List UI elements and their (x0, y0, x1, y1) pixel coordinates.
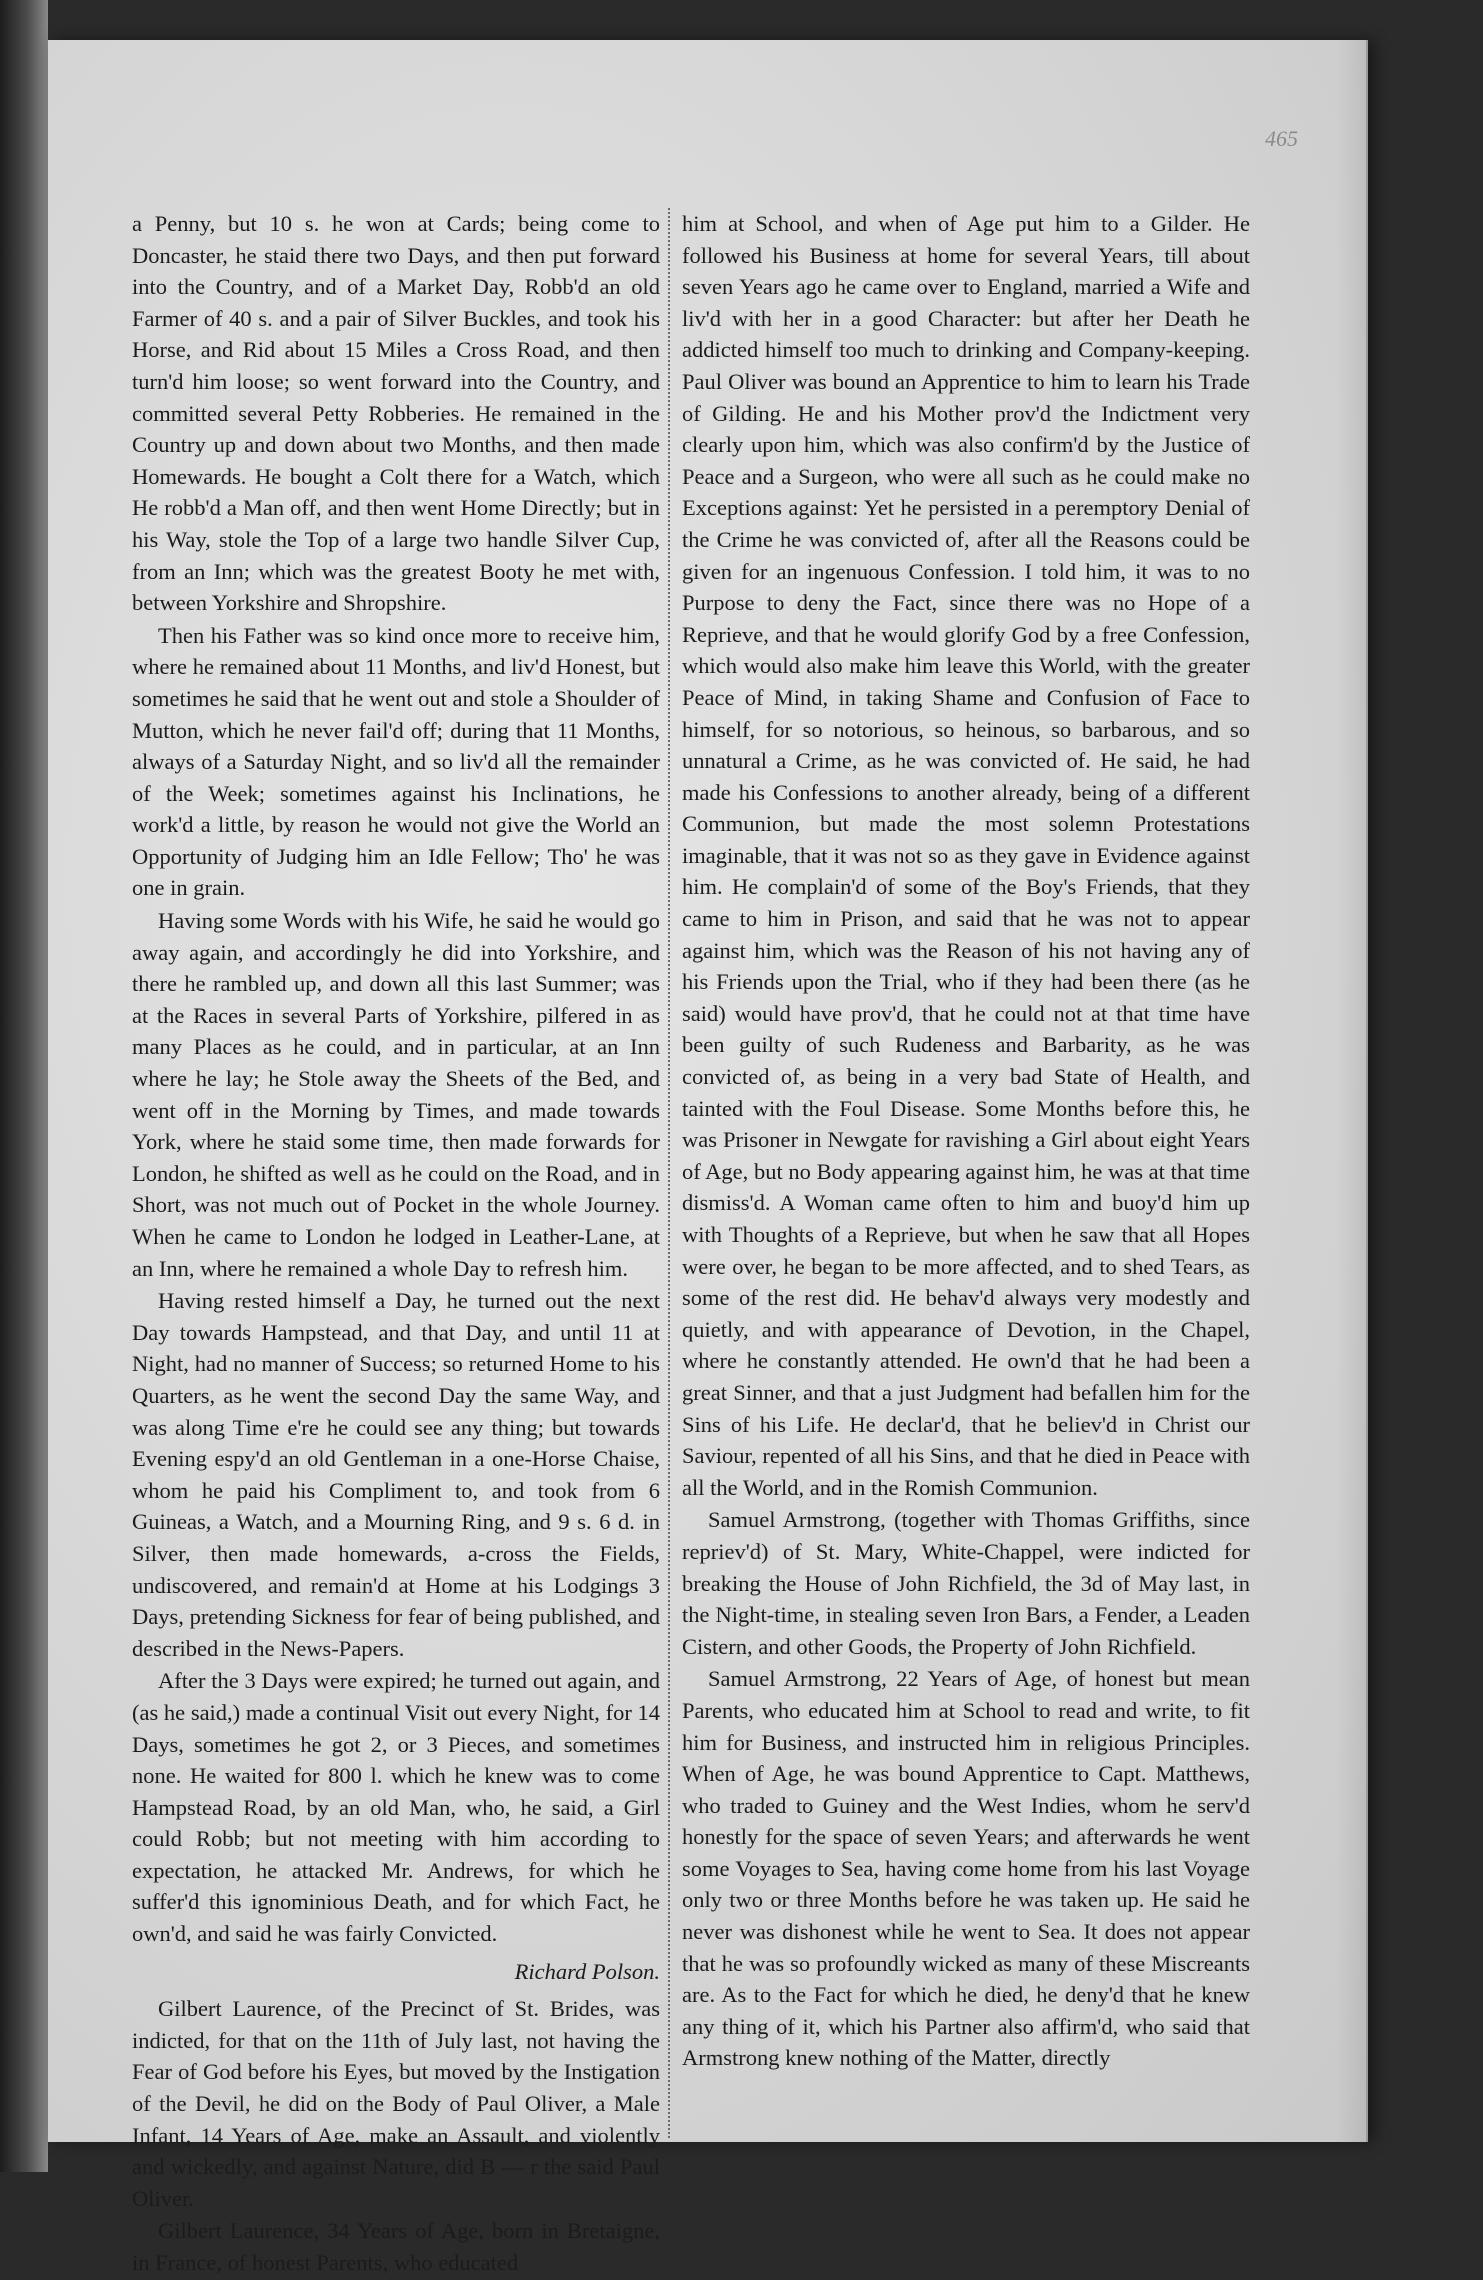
paragraph: Samuel Armstrong, (together with Thomas Griffiths, since repriev'd) of St. Mary, White-Chappel, were indicted for breaking the House of John Richfield, the 3d of May last, in the Night-time, in stealing seven Iron Bars, a Fender, a Leaden Cistern, and other Goods, the Property of John Richfield. (682, 1507, 1250, 1659)
column-divider (668, 208, 670, 2138)
paragraph: a Penny, but 10 s. he won at Cards; being come to Doncaster, he staid there two Days, and then put forward into the Country, and of a Market Day, Robb'd an old Farmer of 40 s. and a pair of Silver Buckles, and took his Horse, and Rid about 15 Miles a Cross Road, and then turn'd him loose; so went forward into the Country, and committed several Petty Robberies. He remained in the Country up and down about two Months, and then made Homewards. He bought a Colt there for a Watch, which He robb'd a Man off, and then went Home Directly; but in his Way, stole the Top of a large two handle Silver Cup, from an Inn; which was the greatest Booty he met with, between Yorkshire and Shropshire. (132, 211, 660, 616)
paragraph: Gilbert Laurence, of the Precinct of St. Brides, was indicted, for that on the 11th of July last, not having the Fear of God before his Eyes, but moved by the Instigation of the Devil, he did on the Body of Paul Oliver, a Male Infant, 14 Years of Age, make an Assault, and violently and wickedly, and against Nature, did B — r the said Paul Oliver. (132, 1996, 660, 2211)
page-edge (1336, 40, 1366, 2142)
paragraph: Having some Words with his Wife, he said he would go away again, and accordingly he did into Yorkshire, and there he rambled up, and down all this last Summer; was at the Races in several Parts of Yorkshire, pilfered in as many Places as he could, and in particular, at an Inn where he lay; he Stole away the Sheets of the Bed, and went off in the Morning by Times, and made towards York, where he staid some time, then made forwards for London, he shifted as well as he could on the Road, and in Short, was not much out of Pocket in the whole Journey. When he came to London he lodged in Leather-Lane, at an Inn, where he remained a whole Day to refresh him. (132, 908, 660, 1281)
binding-edge (0, 0, 48, 2172)
document-page (48, 40, 1368, 2275)
paragraph: Then his Father was so kind once more to receive him, where he remained about 11 Months, and liv'd Honest, but sometimes he said that he went out and stole a Shoulder of Mutton, which he never fail'd off; during that 11 Months, always of a Saturday Night, and so liv'd all the remainder of the Week; sometimes against his Inclinations, he work'd a little, by reason he would not give the World an Opportunity of Judging him an Idle Fellow; Tho' he was one in grain. (132, 622, 661, 901)
paragraph: Gilbert Laurence, 34 Years of Age, born in Bretaigne, in France, of honest Parents, who educated (132, 2218, 660, 2275)
paragraph: Having rested himself a Day, he turned out the next Day towards Hampstead, and that Day, and until 11 at Night, had no manner of Success; so returned Home to his Quarters, as he went the second Day the same Way, and was along Time e're he could see any thing; but towards Evening espy'd an old Gentleman in a one-Horse Chaise, whom he paid his Compliment to, and took from 6 Guineas, a Watch, and a Mourning Ring, and 9 s. 6 d. in Silver, then made homewards, a-cross the Fields, undiscovered, and remain'd at Home at his Lodgings 3 Days, pretending Sickness for fear of being published, and described in the News-Papers. (132, 1288, 660, 1661)
right-column (682, 208, 1250, 2075)
paragraph: him at School, and when of Age put him to a Gilder. He followed his Business at home for several Years, till about seven Years ago he came over to England, married a Wife and liv'd with her in a good Character: but after her Death he addicted himself too much to drinking and Company-keeping. Paul Oliver was bound an Apprentice to him to learn his Trade of Gilding. He and his Mother prov'd the Indictment very clearly upon him, which was also confirm'd by the Justice of Peace and a Surgeon, who were all such as he could make no Exceptions against: Yet he persisted in a peremptory Denial of the Crime he was convicted of, after all the Reasons could be given for an ingenuous Confession. I told him, it was to no Purpose to deny the Fact, since there was no Hope of a Reprieve, and that he would glorify God by a free Confession, which would also make him leave this World, with the greater Peace of Mind, in taking Shame and Confusion of Face to himself, for so notorious, so heinous, so barbarous, and so unnatural a Crime, as he was convicted of. He said, he had made his Confessions to another already, being of a different Communion, but made the most solemn Protestations imaginable, that it was not so as they gave in Evidence against him. He complain'd of some of the Boy's Friends, that they came to him in Prison, and said that he was not to appear against him, which was the Reason of his not having any of his Friends upon the Trial, who if they had been there (as he said) would have prov'd, that he could not at that time have been guilty of such Rudeness and Barbarity, as he was convicted of, as being in a very bad State of Health, and tainted with the Foul Disease. Some Months before this, he was Prisoner in Newgate for ravishing a Girl about eight Years of Age, but no Body appearing against him, he was at that time dismiss'd. A Woman came often to him and buoy'd him up with Thoughts of a Reprieve, but when he saw that all Hopes were over, he began to be more affected, and to shed Tears, as some of the rest did. He behav'd always very modestly and quietly, and with appearance of Devotion, in the Chapel, where he constantly attended. He own'd that he had been a great Sinner, and that a just Judgment had befallen him for the Sins of his Life. He declar'd, that he believ'd in Christ our Saviour, repented of all his Sins, and that he died in Peace with all the World, and in the Romish Communion. (682, 211, 1250, 1500)
folio-number: 465 (1265, 126, 1298, 151)
paragraph: Samuel Armstrong, 22 Years of Age, of honest but mean Parents, who educated him at School to read and write, to fit him for Business, and instructed him in religious Principles. When of Age, he was bound Apprentice to Capt. Matthews, who traded to Guiney and the West Indies, whom he serv'd honestly for the space of seven Years; and afterwards he went some Voyages to Sea, having come home from his last Voyage only two or three Months before he was taken up. He said he never was dishonest while he went to Sea. It does not appear that he was so profoundly wicked as many of these Miscreants are. As to the Fact for which he died, he deny'd that he knew any thing of it, which his Partner also affirm'd, who said that Armstrong knew nothing of the Matter, directly (682, 1666, 1250, 2071)
paragraph: After the 3 Days were expired; he turned out again, and (as he said,) made a continual Visit out every Night, for 14 Days, sometimes he got 2, or 3 Pieces, and sometimes none. He waited for 800 l. which he knew was to come Hampstead Road, by an old Man, who, he said, a Girl could Robb; but not meeting with him according to expectation, he attacked Mr. Andrews, for which he suffer'd this ignominious Death, and for which Fact, he own'd, and said he was fairly Convicted. (132, 1668, 660, 1947)
signature-line: Richard Polson. (514, 1958, 660, 1984)
left-column (132, 208, 660, 2280)
